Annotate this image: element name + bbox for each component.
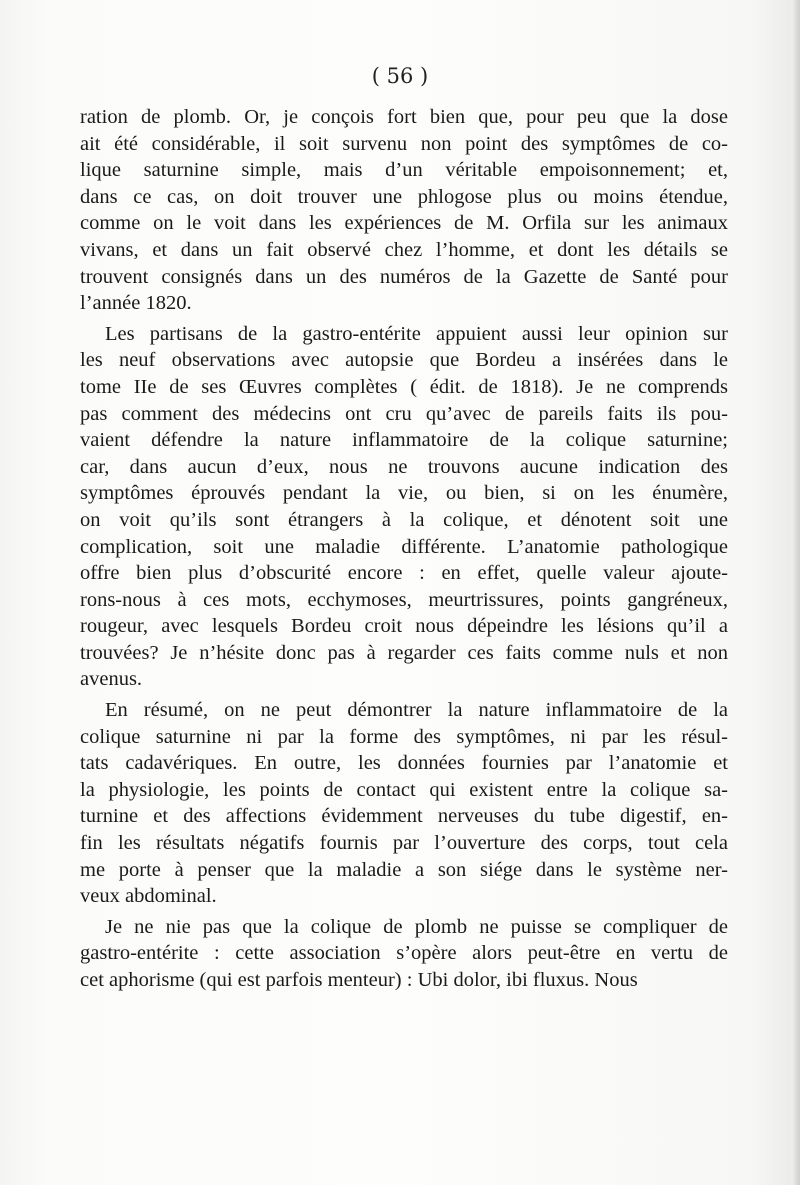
paragraph: [80, 104, 728, 317]
body-text: [80, 104, 728, 994]
page-number: ( 56 ): [371, 64, 429, 88]
text-line: la physiologie, les points de contact qui existent entre la colique sa-: [80, 778, 728, 801]
text-line: avenus.: [80, 668, 143, 691]
text-line: veux abdominal.: [80, 885, 217, 908]
text-line: trouvées? Je n’hésite donc pas à regarder ces faits comme nuls et non: [80, 641, 728, 664]
text-line: turnine et des affections évidemment nerveuses du tube digestif, en-: [80, 805, 728, 828]
text-line: rons-nous à ces mots, ecchymoses, meurtrissures, points gangréneux,: [80, 588, 728, 611]
paragraph: [80, 321, 728, 693]
text-line: fin les résultats négatifs fournis par l’ouverture des corps, tout cela: [80, 832, 728, 855]
paragraph: [80, 697, 728, 910]
text-line: lique saturnine simple, mais d’un véritable empoisonnement; et,: [80, 159, 728, 182]
text-line: symptômes éprouvés pendant la vie, ou bien, si on les énumère,: [80, 482, 728, 505]
text-line: ait été considérable, il soit survenu non point des symptômes de co-: [80, 132, 728, 155]
text-line: l’année 1820.: [80, 292, 192, 315]
text-line: complication, soit une maladie différente. L’anatomie pathologique: [80, 535, 728, 558]
text-line: vaient défendre la nature inflammatoire de la colique saturnine;: [80, 429, 728, 452]
text-line: gastro-entérite : cette association s’opère alors peut-être en vertu de: [80, 942, 728, 965]
text-line: me porte à penser que la maladie a son siége dans le système ner-: [80, 858, 728, 881]
text-line: vivans, et dans un fait observé chez l’homme, et dont les détails se: [80, 238, 728, 261]
text-line: offre bien plus d’obscurité encore : en effet, quelle valeur ajoute-: [80, 562, 728, 585]
paragraph: [80, 914, 728, 994]
text-line: cet aphorisme (qui est parfois menteur) : Ubi dolor, ibi fluxus. Nous: [80, 969, 638, 991]
text-line: pas comment des médecins ont cru qu’avec de pareils faits ils pou-: [80, 402, 728, 425]
page-edge-shadow: [794, 0, 800, 1185]
text-line: car, dans aucun d’eux, nous ne trouvons aucune indication des: [80, 455, 728, 478]
text-line: En résumé, on ne peut démontrer la nature inflammatoire de la: [105, 699, 728, 722]
text-line: dans ce cas, on doit trouver une phlogose plus ou moins étendue,: [80, 185, 728, 208]
text-line: tome IIe de ses Œuvres complètes ( édit. de 1818). Je ne comprends: [80, 375, 728, 398]
text-line: trouvent consignés dans un des numéros de la Gazette de Santé pour: [80, 265, 728, 288]
text-line: Je ne nie pas que la colique de plomb ne puisse se compliquer de: [105, 915, 728, 938]
text-line: comme on le voit dans les expériences de M. Orfila sur les animaux: [80, 212, 728, 235]
text-line: tats cadavériques. En outre, les données fournies par l’anatomie et: [80, 752, 728, 775]
text-line: les neuf observations avec autopsie que Bordeu a insérées dans le: [80, 349, 728, 372]
text-line: ration de plomb. Or, je conçois fort bien que, pour peu que la dose: [80, 106, 728, 128]
text-line: Les partisans de la gastro-entérite appuient aussi leur opinion sur: [105, 322, 728, 345]
text-line: rougeur, avec lesquels Bordeu croit nous dépeindre les lésions qu’il a: [80, 615, 728, 638]
text-line: colique saturnine ni par la forme des symptômes, ni par les résul-: [80, 725, 728, 748]
text-line: on voit qu’ils sont étrangers à la colique, et dénotent soit une: [80, 508, 728, 531]
